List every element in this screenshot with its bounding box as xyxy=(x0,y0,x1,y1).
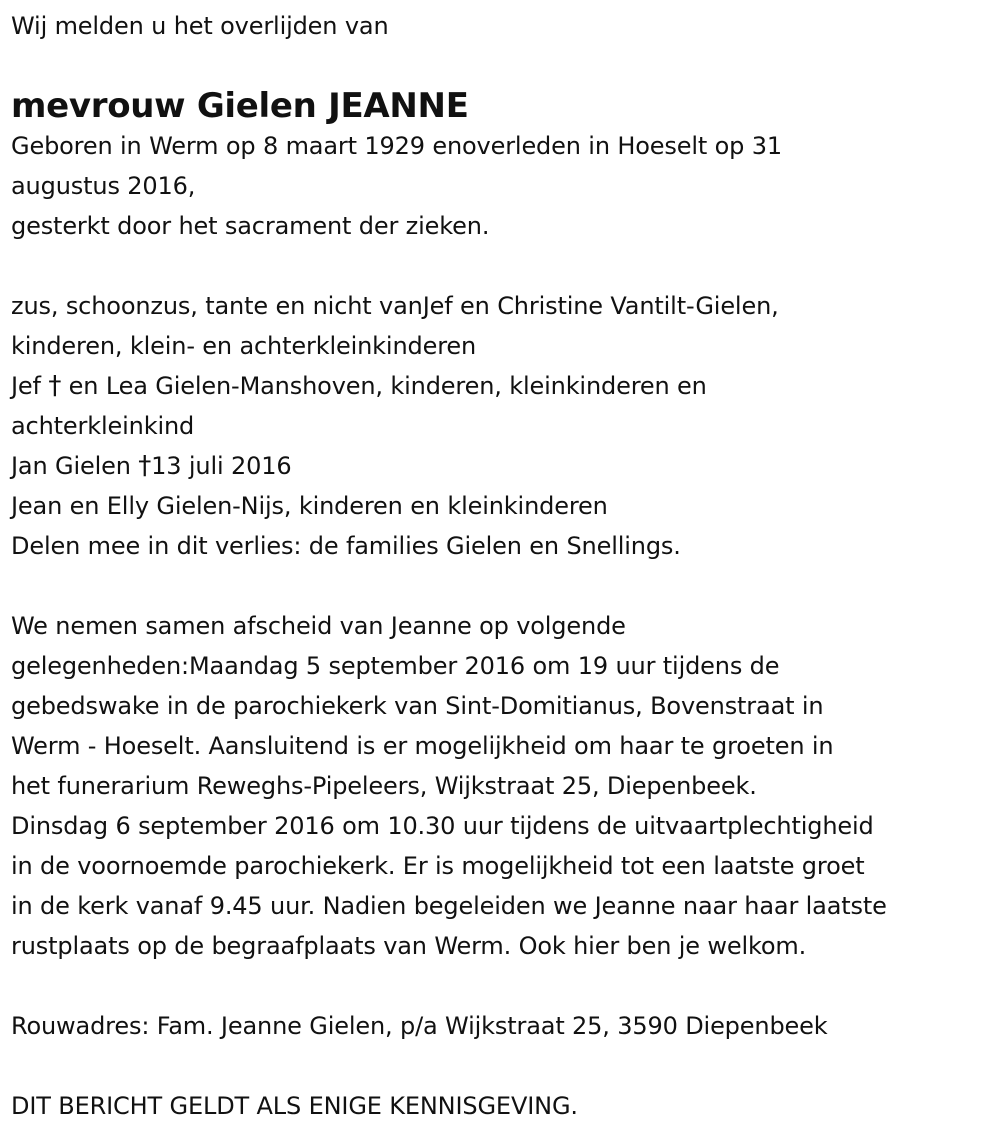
ceremony-line-2: gelegenheden:Maandag 5 september 2016 om 19 uur tijdens de xyxy=(11,652,780,680)
family-line-4: achterkleinkind xyxy=(11,412,195,440)
ceremony-line-6: Dinsdag 6 september 2016 om 10.30 uur tijdens de uitvaartplechtigheid xyxy=(11,812,874,840)
ceremony-line-9: rustplaats op de begraafplaats van Werm. Ook hier ben je welkom. xyxy=(11,932,807,960)
birth-death-line-2: augustus 2016, xyxy=(11,172,196,200)
deceased-name: mevrouw Gielen JEANNE xyxy=(11,86,469,126)
ceremony-line-4: Werm - Hoeselt. Aansluitend is er mogelijkheid om haar te groeten in xyxy=(11,732,834,760)
ceremony-line-1: We nemen samen afscheid van Jeanne op volgende xyxy=(11,612,626,640)
family-line-5-name: Jan Gielen xyxy=(11,452,131,480)
spacer xyxy=(11,1046,993,1086)
ceremony-line-7: in de voornoemde parochiekerk. Er is mogelijkheid tot een laatste groet xyxy=(11,852,865,880)
birth-death-line-1: Geboren in Werm op 8 maart 1929 enoverleden in Hoeselt op 31 xyxy=(11,132,782,160)
ceremony-line-8: in de kerk vanaf 9.45 uur. Nadien begeleiden we Jeanne naar haar laatste xyxy=(11,892,887,920)
family-line-3 xyxy=(11,366,993,406)
intro-text: Wij melden u het overlijden van xyxy=(11,12,389,40)
death-notice xyxy=(11,6,993,1126)
family-line-3-rest: en Lea Gielen-Manshoven, kinderen, kleinkinderen en xyxy=(68,372,707,400)
spacer xyxy=(11,566,993,606)
mourning-address: Rouwadres: Fam. Jeanne Gielen, p/a Wijkstraat 25, 3590 Diepenbeek xyxy=(11,1012,828,1040)
birth-death-block xyxy=(11,126,993,246)
cross-icon: † xyxy=(138,451,152,481)
family-line-5 xyxy=(11,446,993,486)
birth-death-line-3: gesterkt door het sacrament der zieken. xyxy=(11,212,490,240)
ceremony-line-3: gebedswake in de parochiekerk van Sint-Domitianus, Bovenstraat in xyxy=(11,692,824,720)
ceremony-block xyxy=(11,606,993,966)
family-line-6: Jean en Elly Gielen-Nijs, kinderen en kleinkinderen xyxy=(11,492,608,520)
family-line-5-date: 13 juli 2016 xyxy=(151,452,292,480)
official-notice: DIT BERICHT GELDT ALS ENIGE KENNISGEVING. xyxy=(11,1092,578,1120)
family-line-3-name: Jef xyxy=(11,372,41,400)
spacer xyxy=(11,966,993,1006)
family-line-1: zus, schoonzus, tante en nicht vanJef en Christine Vantilt-Gielen, xyxy=(11,292,779,320)
ceremony-line-5: het funerarium Reweghs-Pipeleers, Wijkstraat 25, Diepenbeek. xyxy=(11,772,757,800)
family-block xyxy=(11,286,993,566)
family-line-7: Delen mee in dit verlies: de families Gielen en Snellings. xyxy=(11,532,681,560)
family-line-2: kinderen, klein- en achterkleinkinderen xyxy=(11,332,477,360)
spacer xyxy=(11,246,993,286)
cross-icon: † xyxy=(48,371,62,401)
